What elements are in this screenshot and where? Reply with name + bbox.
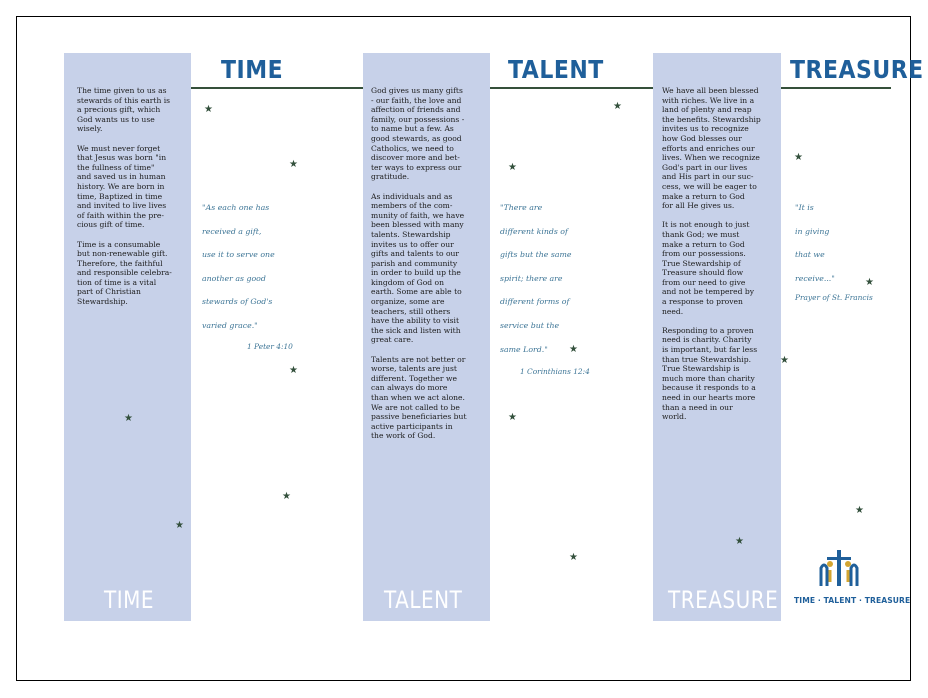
quote-line: use it to serve one	[202, 250, 275, 260]
star-icon: ★	[613, 101, 622, 112]
star-icon: ★	[289, 365, 298, 376]
star-icon: ★	[508, 412, 517, 423]
star-icon: ★	[735, 536, 744, 547]
quote-line: "As each one has	[202, 203, 270, 212]
time-footer: TIME	[104, 585, 155, 614]
star-icon: ★	[282, 491, 291, 502]
quote-line: varied grace."	[202, 320, 258, 330]
star-icon: ★	[569, 552, 578, 563]
talent-quote	[500, 196, 620, 361]
quote-line: in giving	[795, 226, 830, 236]
star-icon: ★	[794, 152, 803, 163]
talent-heading: TALENT	[508, 56, 604, 85]
star-icon: ★	[569, 344, 578, 355]
treasure-citation: Prayer of St. Francis	[795, 293, 873, 302]
talent-body: God gives us many gifts - our faith, the love and affection of friends and family, our possessions - to name but a few. As good stewards, as good Catholics, we need to discover more and bet- ter ways to express our gratitude. As individuals and as members of the com- munity of faith, we have been blessed with many talents. Stewardship invites us to offer our gifts and talents to our parish and community in order to build up the kingdom of God on earth. Some are able to organize, some are teachers, still others have the ability to visit the sick and listen with great care. Talents are not better or worse, talents are just different. Together we can always do more than when we act alone. We are not called to be passive beneficiaries but active participants in the work of God.	[371, 86, 467, 441]
quote-line: different kinds of	[500, 226, 568, 236]
quote-line: another as good	[202, 273, 266, 283]
treasure-rule	[781, 87, 891, 89]
time-quote	[202, 196, 322, 338]
time-heading: TIME	[221, 56, 284, 85]
star-icon: ★	[289, 159, 298, 170]
star-icon: ★	[865, 277, 874, 288]
quote-line: "It is	[795, 203, 814, 212]
logo-text: TIME · TALENT · TREASURE	[794, 596, 911, 605]
quote-line: that we	[795, 250, 825, 260]
quote-line: same Lord."	[500, 344, 548, 354]
star-icon: ★	[124, 413, 133, 424]
quote-line: received a gift,	[202, 226, 262, 236]
talent-rule	[490, 87, 653, 89]
treasure-footer: TREASURE	[668, 585, 779, 614]
quote-line: gifts but the same	[500, 250, 572, 260]
cross-logo-icon	[818, 548, 860, 588]
star-icon: ★	[508, 162, 517, 173]
treasure-heading: TREASURE	[790, 56, 924, 85]
quote-line: "There are	[500, 203, 543, 212]
time-citation: 1 Peter 4:10	[247, 342, 293, 351]
talent-citation: 1 Corinthians 12:4	[520, 367, 590, 376]
star-icon: ★	[855, 505, 864, 516]
quote-line: service but the	[500, 320, 560, 330]
quote-line: stewards of God's	[202, 297, 273, 307]
star-icon: ★	[204, 104, 213, 115]
treasure-body: We have all been blessed with riches. We live in a land of plenty and reap the benefits. Stewardship invites us to recognize how God blesses our efforts and enriches our lives. When we recognize God's part in our lives and His part in our suc- cess, we will be eager to make a return to God for all He gives us. It is not enough to just thank God; we must make a return to God from our possessions. True Stewardship of Treasure should flow from our need to give and not be tempered by a response to proven need. Responding to a proven need is charity. Charity is important, but far less than true Stewardship. True Stewardship is much more than charity because it responds to a need in our hearts more than a need in our world.	[662, 86, 761, 422]
star-icon: ★	[780, 355, 789, 366]
quote-line: spirit; there are	[500, 273, 563, 283]
quote-line: different forms of	[500, 297, 570, 307]
time-body: The time given to us as stewards of this earth is a precious gift, which God wants us to use wisely. We must never forget that Jesus was born "in the fullness of time" and saved us in human history. We are born in time, Baptized in time and invited to live lives of faith within the pre- cious gift of time. Time is a consumable but non-renewable gift. Therefore, the faithful and responsible celebra- tion of time is a vital part of Christian Stewardship.	[77, 86, 172, 307]
time-rule	[191, 87, 363, 89]
quote-line: receive..."	[795, 273, 835, 283]
talent-footer: TALENT	[384, 585, 463, 614]
star-icon: ★	[175, 520, 184, 531]
